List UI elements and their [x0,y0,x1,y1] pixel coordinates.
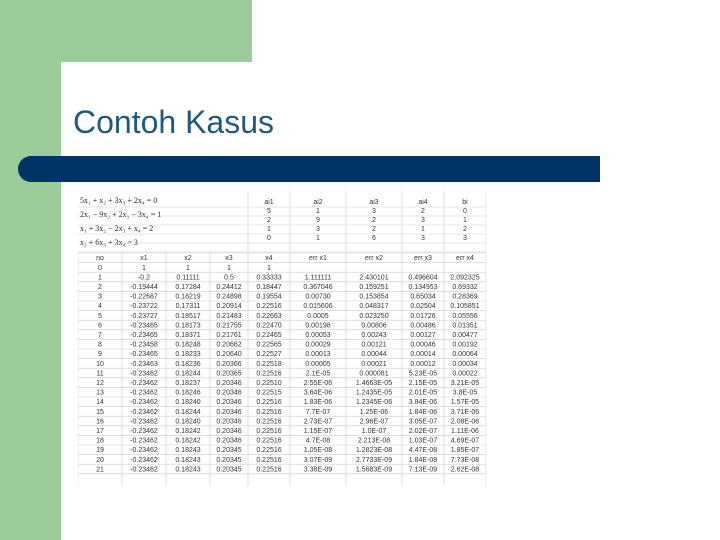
equation-2: 2x₁ − 9x₂ + 2x₃ − 3x₄ = 1 [80,210,162,219]
table-cell: 1.2345E-06 [355,399,393,407]
table-cell: 0.00486 [410,322,436,330]
coef-cell: 1 [267,226,271,233]
table-cell: -0.23465 [130,351,158,359]
table-cell: -0.23462 [130,399,158,407]
table-cell: 7.7E-07 [305,408,331,416]
table-cell: 2.62E-08 [450,466,480,474]
coef-cell: 3 [421,217,425,224]
table-cell: 7.73E-08 [450,456,480,464]
table-cell: 0.69332 [452,284,478,291]
table-cell: 0.18243 [175,466,201,474]
table-cell: 2.7733E-09 [355,456,393,464]
table-cell: 0.18517 [175,312,201,320]
table-cell: 0.18173 [175,322,201,330]
coef-header-ai1: ai1 [264,199,274,206]
coef-cell: 1 [463,217,467,224]
table-cell: 0.18236 [175,360,201,368]
equation-3: x₁ + 3x₂ − 2x₃ + x₄ = 2 [80,224,154,233]
table-cell: 0.00029 [305,341,331,349]
table-cell: 0.023250 [359,312,389,320]
table-cell: 0.20346 [216,418,242,426]
table-cell: -0.23462 [130,428,158,435]
table-cell: 0.22516 [256,303,282,311]
table-cell: -0.23462 [130,380,158,387]
table-header-err-x3: err x3 [414,255,432,263]
table-cell: 2.430101 [359,274,389,282]
table-cell: 3.38E-09 [303,466,333,474]
table-cell: 0.00730 [305,293,331,301]
equation-1: 5x₁ + x₂ + 3x₃ + 2x₄ = 0 [80,196,158,205]
table-cell: 0.496604 [408,274,438,282]
table-cell: 1.111111 [304,274,332,282]
table-cell: 0.00021 [361,360,387,368]
table-cell: 0.18244 [175,370,201,378]
table-cell: -0.23722 [130,303,158,311]
table-cell: 3.8E-05 [452,389,478,397]
table-cell: 0.00012 [410,360,436,368]
coef-cell: 2 [372,217,376,224]
table-cell: -0.23463 [130,360,158,368]
table-cell: 0.22515 [256,389,282,397]
table-cell: -0.23727 [130,312,158,320]
coef-cell: 1 [316,208,320,215]
table-cell: 1.25E-06 [359,408,389,416]
table-cell: 0.00014 [410,351,436,359]
table-cell: 18 [96,437,104,445]
table-cell: 0.00034 [452,360,478,368]
table-cell: 17 [96,428,104,435]
table-cell: 15 [96,408,104,416]
table-cell: 0.18233 [175,351,201,359]
table-cell: 0.20345 [216,466,242,474]
table-cell: 0.00022 [452,370,478,378]
table-cell: 0.22516 [256,437,282,445]
table-cell: 0.000081 [359,370,389,378]
table-cell: 0.22516 [256,399,282,407]
table-cell: 0.18219 [175,293,201,301]
table-cell: 3.21E-05 [450,380,480,387]
table-cell: 0.22516 [256,447,282,455]
table-cell: 0.18244 [175,408,201,416]
table-cell: 13 [96,389,104,397]
table-cell: 8 [98,341,102,349]
table-cell: 2.092325 [450,274,480,282]
table-cell: 0.65034 [410,293,436,301]
table-cell: 16 [96,418,104,426]
table-cell: 0.21761 [216,332,242,339]
table-cell: 1 [267,264,271,272]
table-cell: 11 [96,370,104,378]
table-cell: 5.23E-05 [408,370,438,378]
table-header-err-x4: err x4 [456,255,474,263]
coef-cell: 9 [316,217,320,224]
table-cell: 1.84E-06 [408,408,438,416]
table-cell: 0.00243 [361,332,387,339]
coef-cell: 2 [421,208,425,215]
table-cell: 0.17311 [175,303,201,311]
table-cell: 2.15E-05 [408,380,438,387]
table-cell: 0.18240 [175,418,201,426]
table-cell: 0.20366 [216,360,242,368]
equation-4: x₂ + 6x₃ + 3x₄ = 3 [80,238,138,247]
coef-cell: 3 [421,235,425,242]
table-cell: -0.23462 [130,408,158,416]
table-cell: 0.21483 [216,312,242,320]
table-cell: -0.23462 [130,456,158,464]
table-cell: 1.11E-06 [451,428,479,435]
table-cell: 1 [186,264,190,272]
table-cell: -0.23462 [130,447,158,455]
table-cell: 1 [98,274,102,282]
table-cell: 21 [96,466,104,474]
table-cell: 0.18240 [175,399,201,407]
table-cell: 1.4663E-05 [355,380,393,387]
table-cell: 0.22516 [256,370,282,378]
coef-cell: 1 [316,235,320,242]
coef-cell: 5 [267,208,271,215]
table-cell: 7.13E-09 [408,466,438,474]
table-cell: 0.01726 [410,312,436,320]
table-cell: 0.20345 [216,447,242,455]
table-cell: 1.03E-07 [408,437,438,445]
table-cell: 0.20345 [216,456,242,464]
table-cell: 0.22663 [256,312,282,320]
table-cell: 0.22516 [256,418,282,426]
table-cell: -0.23465 [130,332,158,339]
coef-header-ai2: ai2 [313,199,323,206]
table-cell: 0.00005 [305,360,331,368]
table-cell: 19 [96,447,104,455]
table-cell: 1.15E-07 [303,428,333,435]
table-cell: 0.19554 [256,293,282,301]
table-cell: 0.20346 [216,399,242,407]
table-cell: -0.23458 [130,341,158,349]
table-cell: -0.23465 [130,322,158,330]
table-cell: 0.134953 [408,284,438,291]
table-cell: 0.22510 [256,380,282,387]
table-cell: 0.00198 [305,322,331,330]
table-cell: 1.83E-06 [303,399,333,407]
table-cell: 3.64E-06 [303,389,333,397]
slide-title: Contoh Kasus [73,104,275,140]
table-cell: 1 [142,264,146,272]
table-cell: 2.96E-07 [359,418,389,426]
coef-cell: 1 [421,226,425,233]
table-cell: -0.23462 [130,389,158,397]
table-cell: 0.20365 [216,370,242,378]
coef-cell: 0 [463,208,467,215]
table-cell: 2.01E-05 [408,389,438,397]
table-cell: 3.84E-06 [408,399,438,407]
table-cell: 0.05556 [452,312,478,320]
table-cell: 0.00044 [361,351,387,359]
table-cell: -0.22687 [130,293,158,301]
coef-cell: 0 [267,235,271,242]
table-cell: 3.71E-06 [450,408,480,416]
table-cell: 2.213E-08 [357,437,391,445]
table-cell: 14 [96,399,104,407]
table-cell: -0.23462 [130,437,158,445]
table-header-x4: x4 [265,255,273,263]
table-cell: 2.02E-07 [408,428,438,435]
table-cell: 1.0E-07 [361,428,387,435]
table-cell: 4 [98,303,102,311]
table-cell: 0.20346 [216,428,242,435]
table-header-x1: x1 [140,255,148,263]
coef-cell: 2 [463,226,467,233]
table-cell: 0.20640 [216,351,242,359]
table-cell: 0.00192 [452,341,478,349]
title-divider-bar [18,156,600,182]
table-cell: 1.2823E-08 [355,447,393,455]
table-cell: 1.05E-08 [303,447,333,455]
table-cell: 0.159251 [359,284,389,291]
table-cell: 0.20346 [216,437,242,445]
table-cell: 1.84E-08 [408,456,438,464]
table-cell: 0.20346 [216,380,242,387]
table-cell: 0.18243 [175,447,201,455]
table-cell: 0.00127 [410,332,436,339]
table-cell: -0.2 [137,274,151,282]
table-cell: 0.00477 [452,332,478,339]
table-cell: 1.57E-05 [450,399,480,407]
table-cell: 0.18237 [175,380,201,387]
table-cell: 0.22516 [256,456,282,464]
table-cell: 0.015606 [303,303,333,311]
table-cell: 2.73E-07 [303,418,333,426]
table-cell: 2.08E-06 [450,418,480,426]
table-cell: 2 [98,284,102,291]
table-cell: 0.21755 [216,322,242,330]
table-cell: 4.7E-08 [305,437,331,445]
table-cell: 0.02504 [410,303,436,311]
table-cell: 0.0005 [307,312,329,320]
spreadsheet-image [78,191,486,486]
coef-cell: 2 [372,226,376,233]
table-header-x3: x3 [225,255,233,263]
table-cell: 4.47E-08 [408,447,438,455]
coef-header-ai4: ai4 [418,199,428,206]
table-cell: 3.07E-09 [303,456,333,464]
table-cell: 0.20662 [216,341,242,349]
coef-header-ai3: ai3 [369,199,379,206]
table-cell: 0.20346 [216,408,242,416]
table-cell: 0.18246 [175,389,201,397]
table-cell: 3 [98,293,102,301]
coef-header-bi: bi [462,199,468,206]
table-cell: 0.00806 [361,322,387,330]
table-cell: 0.24898 [216,293,242,301]
spreadsheet-grid [78,191,486,486]
table-cell: 2.1E-05 [305,370,331,378]
table-cell: 12 [96,380,104,387]
table-cell: -0.19444 [130,284,158,291]
table-cell: 0.18248 [175,341,201,349]
table-cell: -0.23462 [130,418,158,426]
table-cell: 0.5 [224,274,234,282]
coef-cell: 3 [316,226,320,233]
table-cell: 0.105851 [450,303,480,311]
table-cell: 0.24412 [216,284,242,291]
table-cell: -0.23462 [130,370,158,378]
table-cell: 0.22516 [256,428,282,435]
table-cell: 0.22565 [256,341,282,349]
coef-cell: 3 [372,208,376,215]
table-header-err-x2: err x2 [365,255,383,263]
table-cell: 0.20346 [216,389,242,397]
table-cell: 5 [98,312,102,320]
table-cell: 0.22470 [256,322,282,330]
table-cell: 0.28369 [452,293,478,301]
table-cell: 0.18243 [175,456,201,464]
table-cell: 0.20914 [216,303,242,311]
table-cell: 1.2435E-05 [355,389,393,397]
table-cell: 20 [96,456,104,464]
table-cell: 0 [98,264,102,272]
table-cell: 3.05E-07 [408,418,438,426]
table-cell: 0.18242 [175,437,201,445]
coef-cell: 2 [267,217,271,224]
table-cell: 1.85E-07 [450,447,480,455]
table-header-x2: x2 [184,255,192,263]
table-cell: 0.367046 [303,284,333,291]
table-cell: 0.33333 [256,274,282,282]
table-cell: 6 [98,322,102,330]
coef-cell: 3 [463,235,467,242]
table-cell: 0.22518 [256,360,282,368]
green-accent-left [0,0,61,540]
table-header-no: no [96,255,104,263]
table-cell: 0.18242 [175,428,201,435]
table-header-err-x1: err x1 [309,255,327,263]
table-cell: 0.18371 [175,332,201,339]
table-cell: 7 [98,332,102,339]
table-cell: 0.18447 [256,284,282,291]
table-cell: 0.22516 [256,408,282,416]
table-cell: -0.23462 [130,466,158,474]
table-cell: 1.5683E-09 [355,466,393,474]
table-cell: 0.17284 [175,284,201,291]
table-cell: 0.22527 [256,351,282,359]
table-cell: 0.00121 [361,341,387,349]
table-cell: 0.048317 [359,303,389,311]
table-cell: 1 [227,264,231,272]
table-cell: 0.11111 [176,274,200,282]
table-cell: 2.55E-06 [303,380,333,387]
table-cell: 9 [98,351,102,359]
table-cell: 0.00053 [305,332,331,339]
table-cell: 0.00064 [452,351,478,359]
coef-cell: 6 [372,235,376,242]
table-cell: 0.00046 [410,341,436,349]
table-cell: 0.00013 [305,351,331,359]
table-cell: 0.01351 [452,322,478,330]
table-cell: 4.69E-07 [450,437,480,445]
table-cell: 0.22516 [256,466,282,474]
table-cell: 0.153854 [359,293,389,301]
table-cell: 0.22465 [256,332,282,339]
table-cell: 10 [96,360,104,368]
